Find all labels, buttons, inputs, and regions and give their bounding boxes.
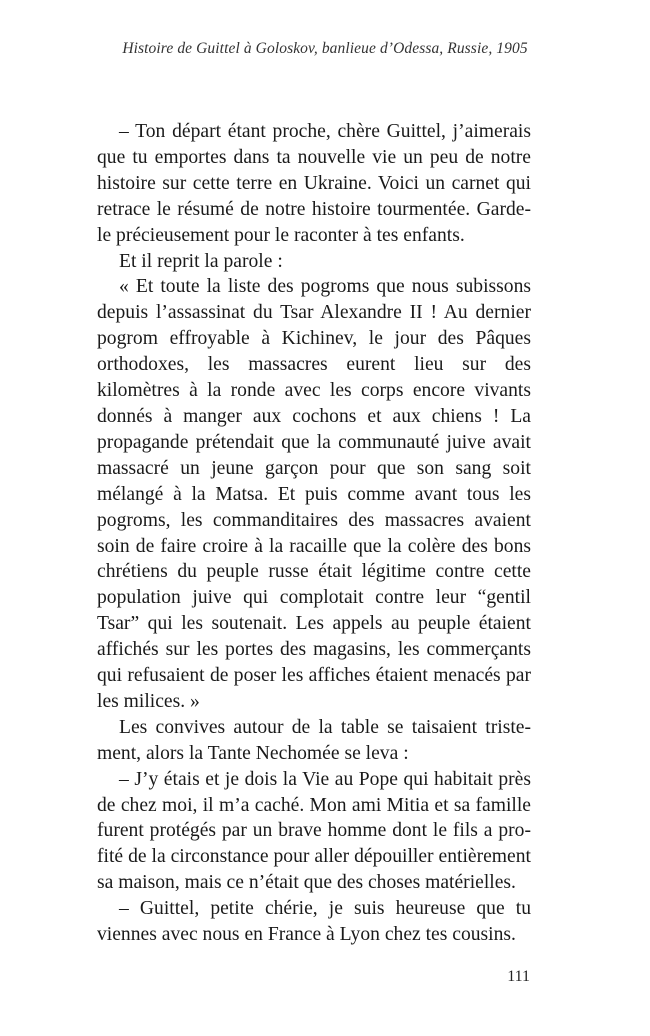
body-text [97,119,531,948]
running-header: Histoire de Guittel à Goloskov, banlieue d’Odessa, Russie, 1905 [122,40,528,57]
paragraph: Et il reprit la parole : [119,250,283,272]
paragraph: Les convives autour de la table se taisaient tristement, alors la Tante Nechomée se leva : [97,716,531,764]
paragraph: – Guittel, petite chérie, je suis heureuse que tu viennes avec nous en France à Lyon chez tes cousins. [97,898,531,946]
paragraph: – J’y étais et je dois la Vie au Pope qui habitait près de chez moi, il m’a caché. Mon ami Mitia et sa famille furent protégés par un brave homme dont le fils a profité de la circonstance pour aller dépouiller entièrement sa maison, mais ce n’était que des choses matérielles. [97,768,531,894]
page-number: 111 [507,968,530,985]
paragraph: « Et toute la liste des pogroms que nous subissons depuis l’assassinat du Tsar Alexandre II ! Au dernier pogrom effroyable à Kichinev, le jour des Pâques orthodoxes, les massacres eurent lieu sur des kilomètres à la ronde avec les corps encore vivants donnés à manger aux cochons et aux chiens ! La propagande prétendait que la communauté juive avait massacré un jeune garçon pour que son sang soit mélangé à la Matsa. Et puis comme avant tous les pogroms, les commanditaires des massacres avaient soin de faire croire à la racaille que la colère des bons chrétiens du peuple russe était légitime contre cette population juive qui complotait contre leur “gentil Tsar” qui les soutenait. Les appels au peuple étaient affichés sur les portes des magasins, les commerçants qui refusaient de poser les affiches étaient menacés par les milices. » [97,276,531,712]
paragraph: – Ton départ étant proche, chère Guittel, j’aimerais que tu emportes dans ta nouvelle vie un peu de notre histoire sur cette terre en Ukraine. Voici un carnet qui retrace le résumé de notre histoire tourmentée. Garde-le précieusement pour le raconter à tes enfants. [97,121,531,246]
